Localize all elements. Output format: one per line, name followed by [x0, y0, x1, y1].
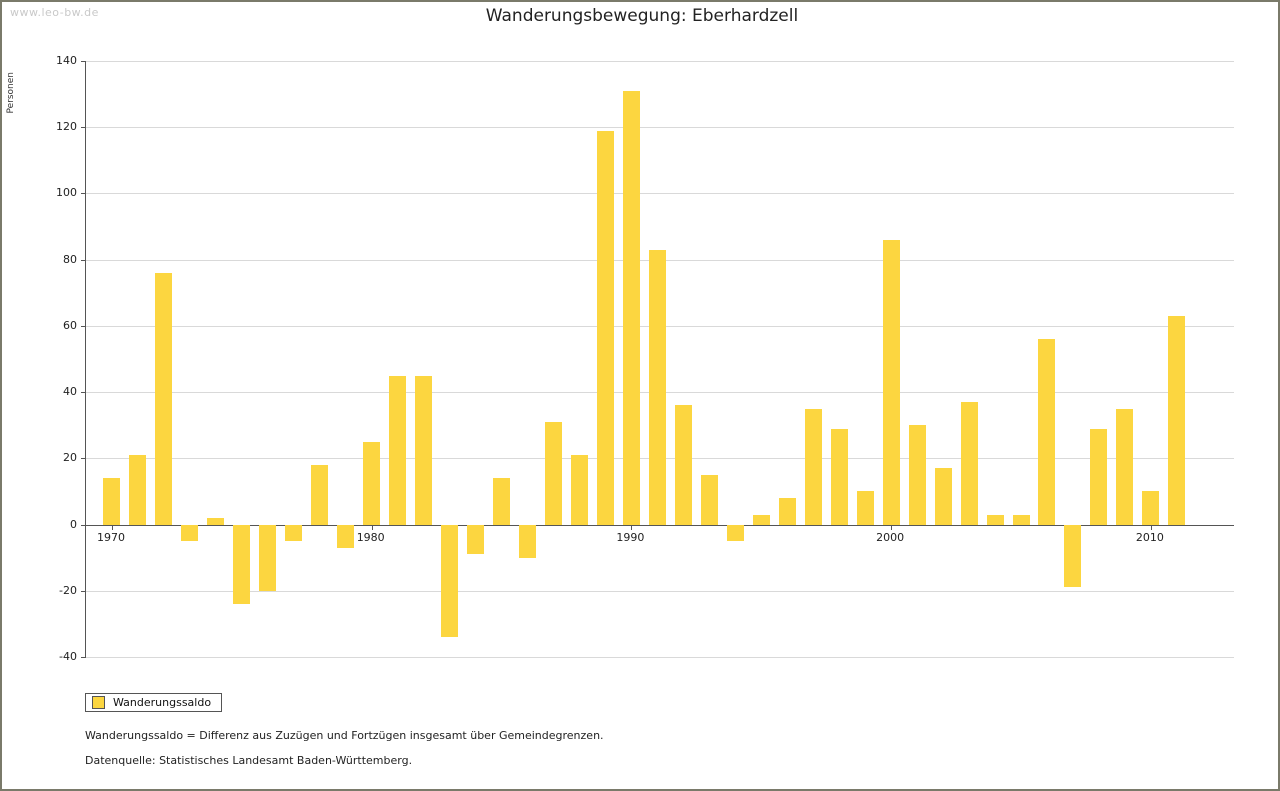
y-axis-tick [81, 61, 86, 62]
bar [1168, 316, 1185, 525]
x-axis-tick [631, 525, 632, 530]
footnote-definition: Wanderungssaldo = Differenz aus Zuzügen und Fortzügen insgesamt über Gemeindegrenzen. [85, 729, 604, 742]
bar [935, 468, 952, 524]
bar [285, 525, 302, 542]
y-axis-tick [81, 591, 86, 592]
gridline [86, 61, 1234, 62]
bar [519, 525, 536, 558]
page-title: Wanderungsbewegung: Eberhardzell [485, 6, 799, 26]
bar [1116, 409, 1133, 525]
bar [311, 465, 328, 525]
legend-item-label: Wanderungssaldo [113, 696, 212, 709]
x-axis-tick [891, 525, 892, 530]
y-axis-tick-label: 80 [63, 252, 77, 266]
y-axis-tick [81, 260, 86, 261]
bar [1013, 515, 1030, 525]
gridline [86, 193, 1234, 194]
bar [389, 376, 406, 525]
x-axis-tick-label: 1980 [356, 530, 385, 544]
bar [831, 429, 848, 525]
y-axis-tick-label: 40 [63, 385, 77, 399]
bar [753, 515, 770, 525]
bar [1142, 491, 1159, 524]
footnote-source: Datenquelle: Statistisches Landesamt Baden-Württemberg. [85, 754, 413, 767]
y-axis-tick-label: 120 [56, 120, 77, 134]
bar [1064, 525, 1081, 588]
bar [259, 525, 276, 591]
plot-area [85, 61, 1234, 657]
bar [701, 475, 718, 525]
bar [103, 478, 120, 524]
bar [597, 131, 614, 525]
bar [987, 515, 1004, 525]
bar [337, 525, 354, 548]
bar [779, 498, 796, 524]
bar [1038, 339, 1055, 524]
bar [675, 405, 692, 524]
x-axis-tick [112, 525, 113, 530]
bar [727, 525, 744, 542]
bar [181, 525, 198, 542]
bar [129, 455, 146, 525]
bar [467, 525, 484, 555]
bar [441, 525, 458, 638]
bar [805, 409, 822, 525]
x-axis-tick-label: 2000 [876, 530, 905, 544]
bar [415, 376, 432, 525]
x-axis-tick [1151, 525, 1152, 530]
gridline [86, 127, 1234, 128]
y-axis-tick [81, 127, 86, 128]
bar [233, 525, 250, 604]
y-axis-tick [81, 458, 86, 459]
bar [155, 273, 172, 525]
bar [961, 402, 978, 525]
y-axis-tick [81, 326, 86, 327]
y-axis-tick-label: 100 [56, 186, 77, 200]
legend-color-swatch [92, 696, 105, 709]
y-axis-label: Personen [6, 72, 16, 114]
x-axis-tick-label: 1970 [96, 530, 125, 544]
chart-legend [85, 693, 222, 712]
y-axis-tick-label: 60 [63, 318, 77, 332]
y-axis-tick [81, 392, 86, 393]
bar [909, 425, 926, 524]
x-axis-tick-label: 1990 [616, 530, 645, 544]
bar [545, 422, 562, 525]
bar [857, 491, 874, 524]
gridline [86, 525, 1234, 526]
y-axis-tick-label: 0 [70, 517, 77, 531]
x-axis-tick-label: 2010 [1135, 530, 1164, 544]
y-axis-tick [81, 525, 86, 526]
bar [207, 518, 224, 525]
bar [363, 442, 380, 525]
gridline [86, 591, 1234, 592]
y-axis-tick [81, 657, 86, 658]
bar [649, 250, 666, 525]
gridline [86, 657, 1234, 658]
y-axis-tick [81, 193, 86, 194]
watermark-label: www.leo-bw.de [10, 6, 99, 19]
x-axis-tick [372, 525, 373, 530]
y-axis-tick-label: 140 [56, 54, 77, 67]
bar [1090, 429, 1107, 525]
y-axis-tick-label: -20 [59, 583, 77, 597]
bar [623, 91, 640, 525]
y-axis-tick-label: -40 [59, 650, 77, 663]
y-axis-tick-label: 20 [63, 451, 77, 465]
bar [883, 240, 900, 525]
bar [493, 478, 510, 524]
bar [571, 455, 588, 525]
